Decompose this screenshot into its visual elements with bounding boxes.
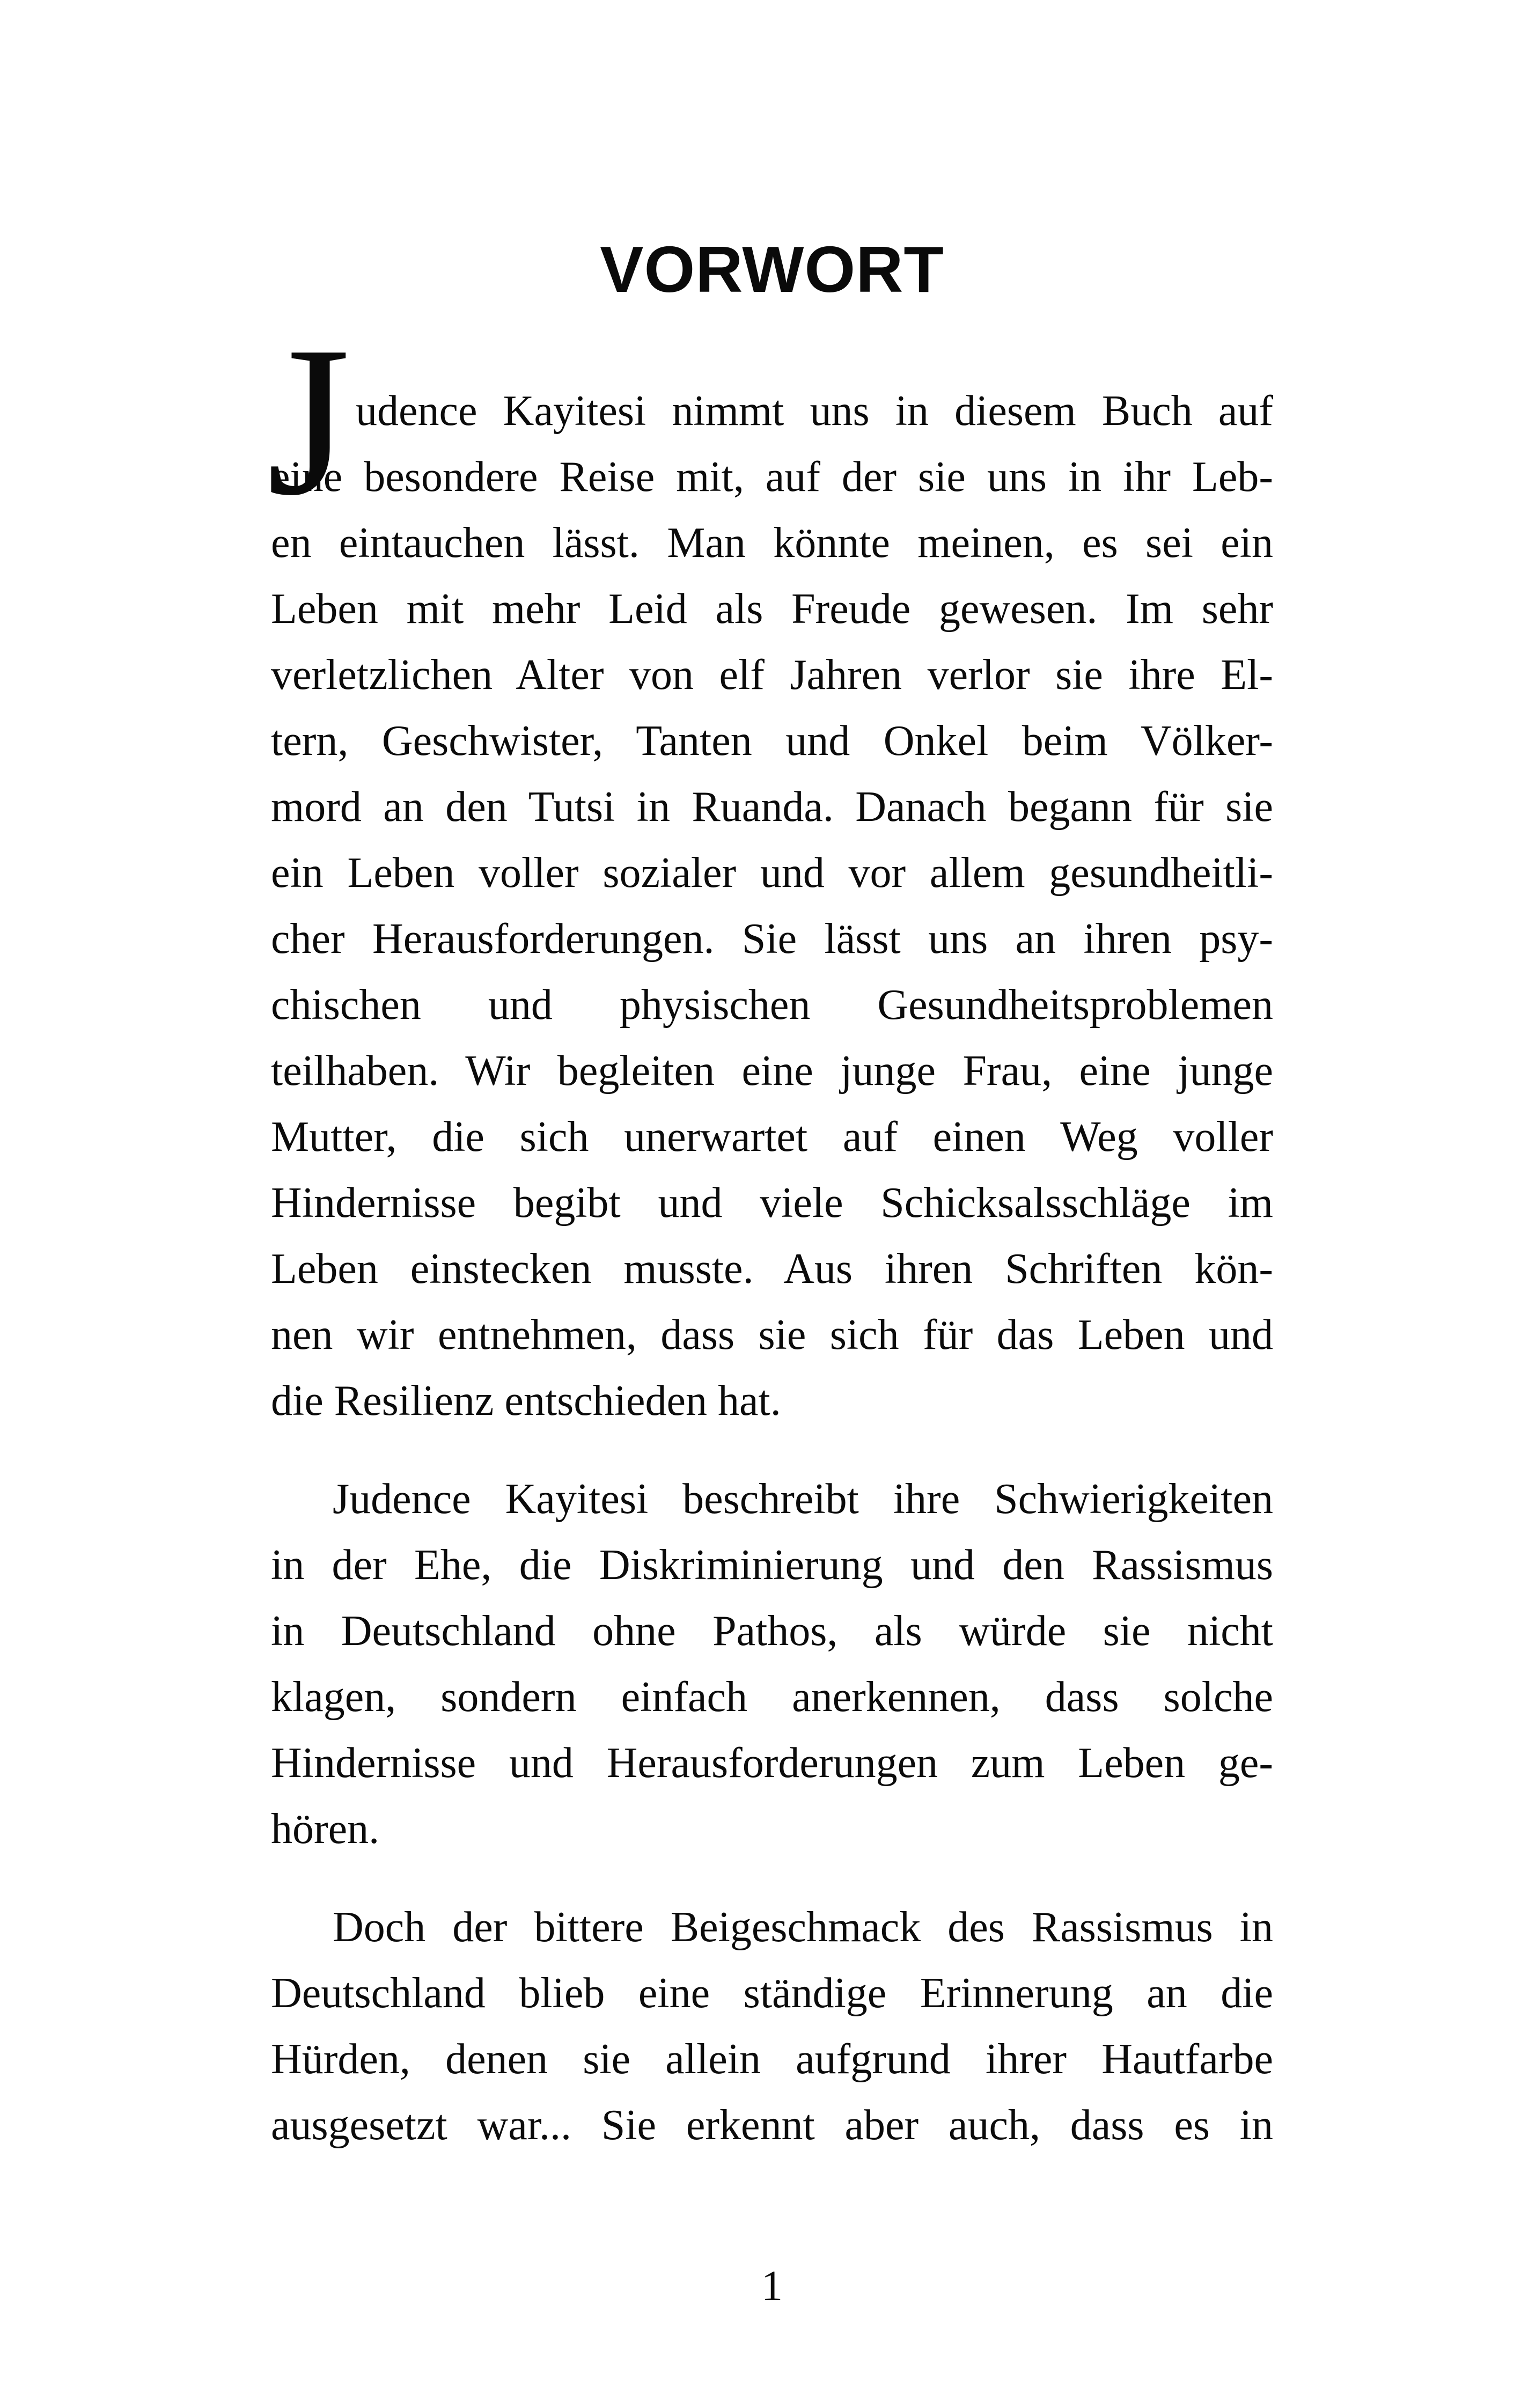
text-line: tern, Geschwister, Tanten und Onkel beim Völker- (271, 717, 1273, 765)
text-line: verletzlichen Alter von elf Jahren verlor sie ihre El- (271, 651, 1273, 699)
text-line: ausgesetzt war... Sie erkennt aber auch, dass es in (271, 2102, 1273, 2149)
text-line: Deutschland blieb eine ständige Erinnerung an die (271, 1970, 1273, 2017)
page-title: VORWORT (600, 233, 944, 306)
text-line: die Resilienz entschieden hat. (271, 1377, 781, 1425)
text-line: Leben mit mehr Leid als Freude gewesen. Im sehr (271, 585, 1273, 633)
text-line: Doch der bittere Beigeschmack des Rassismus in (333, 1904, 1273, 1951)
text-line: nen wir entnehmen, dass sie sich für das Leben und (271, 1311, 1273, 1359)
text-line: Leben einstecken musste. Aus ihren Schriften kön- (271, 1245, 1273, 1293)
text-line: mord an den Tutsi in Ruanda. Danach begann für sie (271, 783, 1273, 831)
text-line: klagen, sondern einfach anerkennen, dass solche (271, 1673, 1273, 1721)
text-line: in der Ehe, die Diskriminierung und den Rassismus (271, 1541, 1273, 1589)
dropcap-letter: J (267, 302, 350, 540)
paragraph (271, 1466, 1273, 1862)
text-line: en eintauchen lässt. Man könnte meinen, es sei ein (271, 519, 1273, 567)
text-line: Mutter, die sich unerwartet auf einen Weg voller (271, 1113, 1273, 1161)
text-line: eine besondere Reise mit, auf der sie uns in ihr Leb- (271, 453, 1273, 501)
text-line: chischen und physischen Gesundheitsproblemen (271, 981, 1273, 1029)
text-line: in Deutschland ohne Pathos, als würde sie nicht (271, 1607, 1273, 1655)
text-line: teilhaben. Wir begleiten eine junge Frau, eine junge (271, 1047, 1273, 1095)
paragraph (267, 302, 1273, 1434)
text-line: Judence Kayitesi beschreibt ihre Schwierigkeiten (333, 1475, 1273, 1523)
paragraphs (267, 302, 1273, 2159)
page-number: 1 (761, 2263, 783, 2310)
text-line: hören. (271, 1805, 380, 1853)
text-line: Hindernisse und Herausforderungen zum Leben ge- (271, 1739, 1273, 1787)
paragraph (271, 1895, 1273, 2159)
text-line: Hindernisse begibt und viele Schicksalsschläge im (271, 1179, 1273, 1227)
text-line: Hürden, denen sie allein aufgrund ihrer Hautfarbe (271, 2036, 1273, 2083)
text-line: ein Leben voller sozialer und vor allem gesundheitli- (271, 849, 1273, 897)
text-column (267, 0, 1273, 2159)
text-line: cher Herausforderungen. Sie lässt uns an ihren psy- (271, 915, 1273, 963)
text-line: udence Kayitesi nimmt uns in diesem Buch auf (356, 387, 1273, 435)
